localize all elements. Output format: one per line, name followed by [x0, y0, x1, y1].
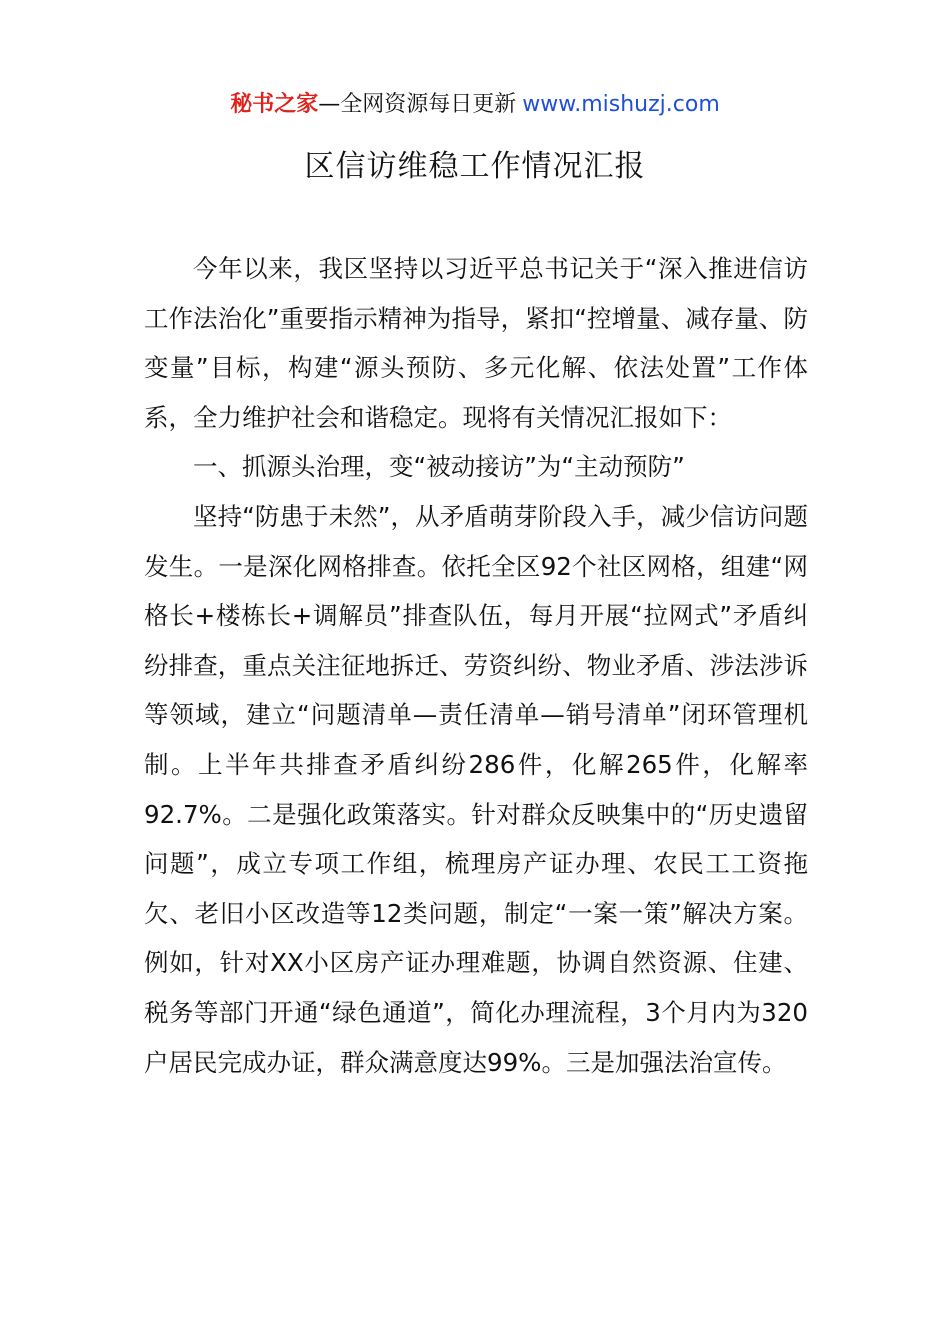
document-body	[144, 244, 808, 1087]
site-header	[0, 88, 950, 122]
site-url-link[interactable]: www.mishuzj.com	[522, 92, 720, 117]
paragraph-section-1: 坚持“防患于未然”，从矛盾萌芽阶段入手，减少信访问题发生。一是深化网格排查。依托全区92个社区网格，组建“网格长+楼栋长+调解员”排查队伍，每月开展“拉网式”矛盾纠纷排查，重点关注征地拆迁、劳资纠纷、物业矛盾、涉法涉诉等领域，建立“问题清单—责任清单—销号清单”闭环管理机制。上半年共排查矛盾纠纷286件，化解265件，化解率92.7%。二是强化政策落实。针对群众反映集中的“历史遗留问题”，成立专项工作组，梳理房产证办理、农民工工资拖欠、老旧小区改造等12类问题，制定“一案一策”解决方案。例如，针对XX小区房产证办理难题，协调自然资源、住建、税务等部门开通“绿色通道”，简化办理流程，3个月内为320户居民完成办证，群众满意度达99%。三是加强法治宣传。	[144, 501, 808, 1077]
brand-name: 秘书之家	[230, 92, 319, 117]
section-heading-1: 一、抓源头治理，变“被动接访”为“主动预防”	[193, 452, 685, 482]
paragraph-intro: 今年以来，我区坚持以习近平总书记关于“深入推进信访工作法治化”重要指示精神为指导，紧扣“控增量、减存量、防变量”目标，构建“源头预防、多元化解、依法处置”工作体系，全力维护社会和谐稳定。现将有关情况汇报如下：	[144, 254, 808, 432]
header-tagline: —全网资源每日更新	[318, 92, 517, 117]
document-title: 区信访维稳工作情况汇报	[304, 149, 646, 184]
